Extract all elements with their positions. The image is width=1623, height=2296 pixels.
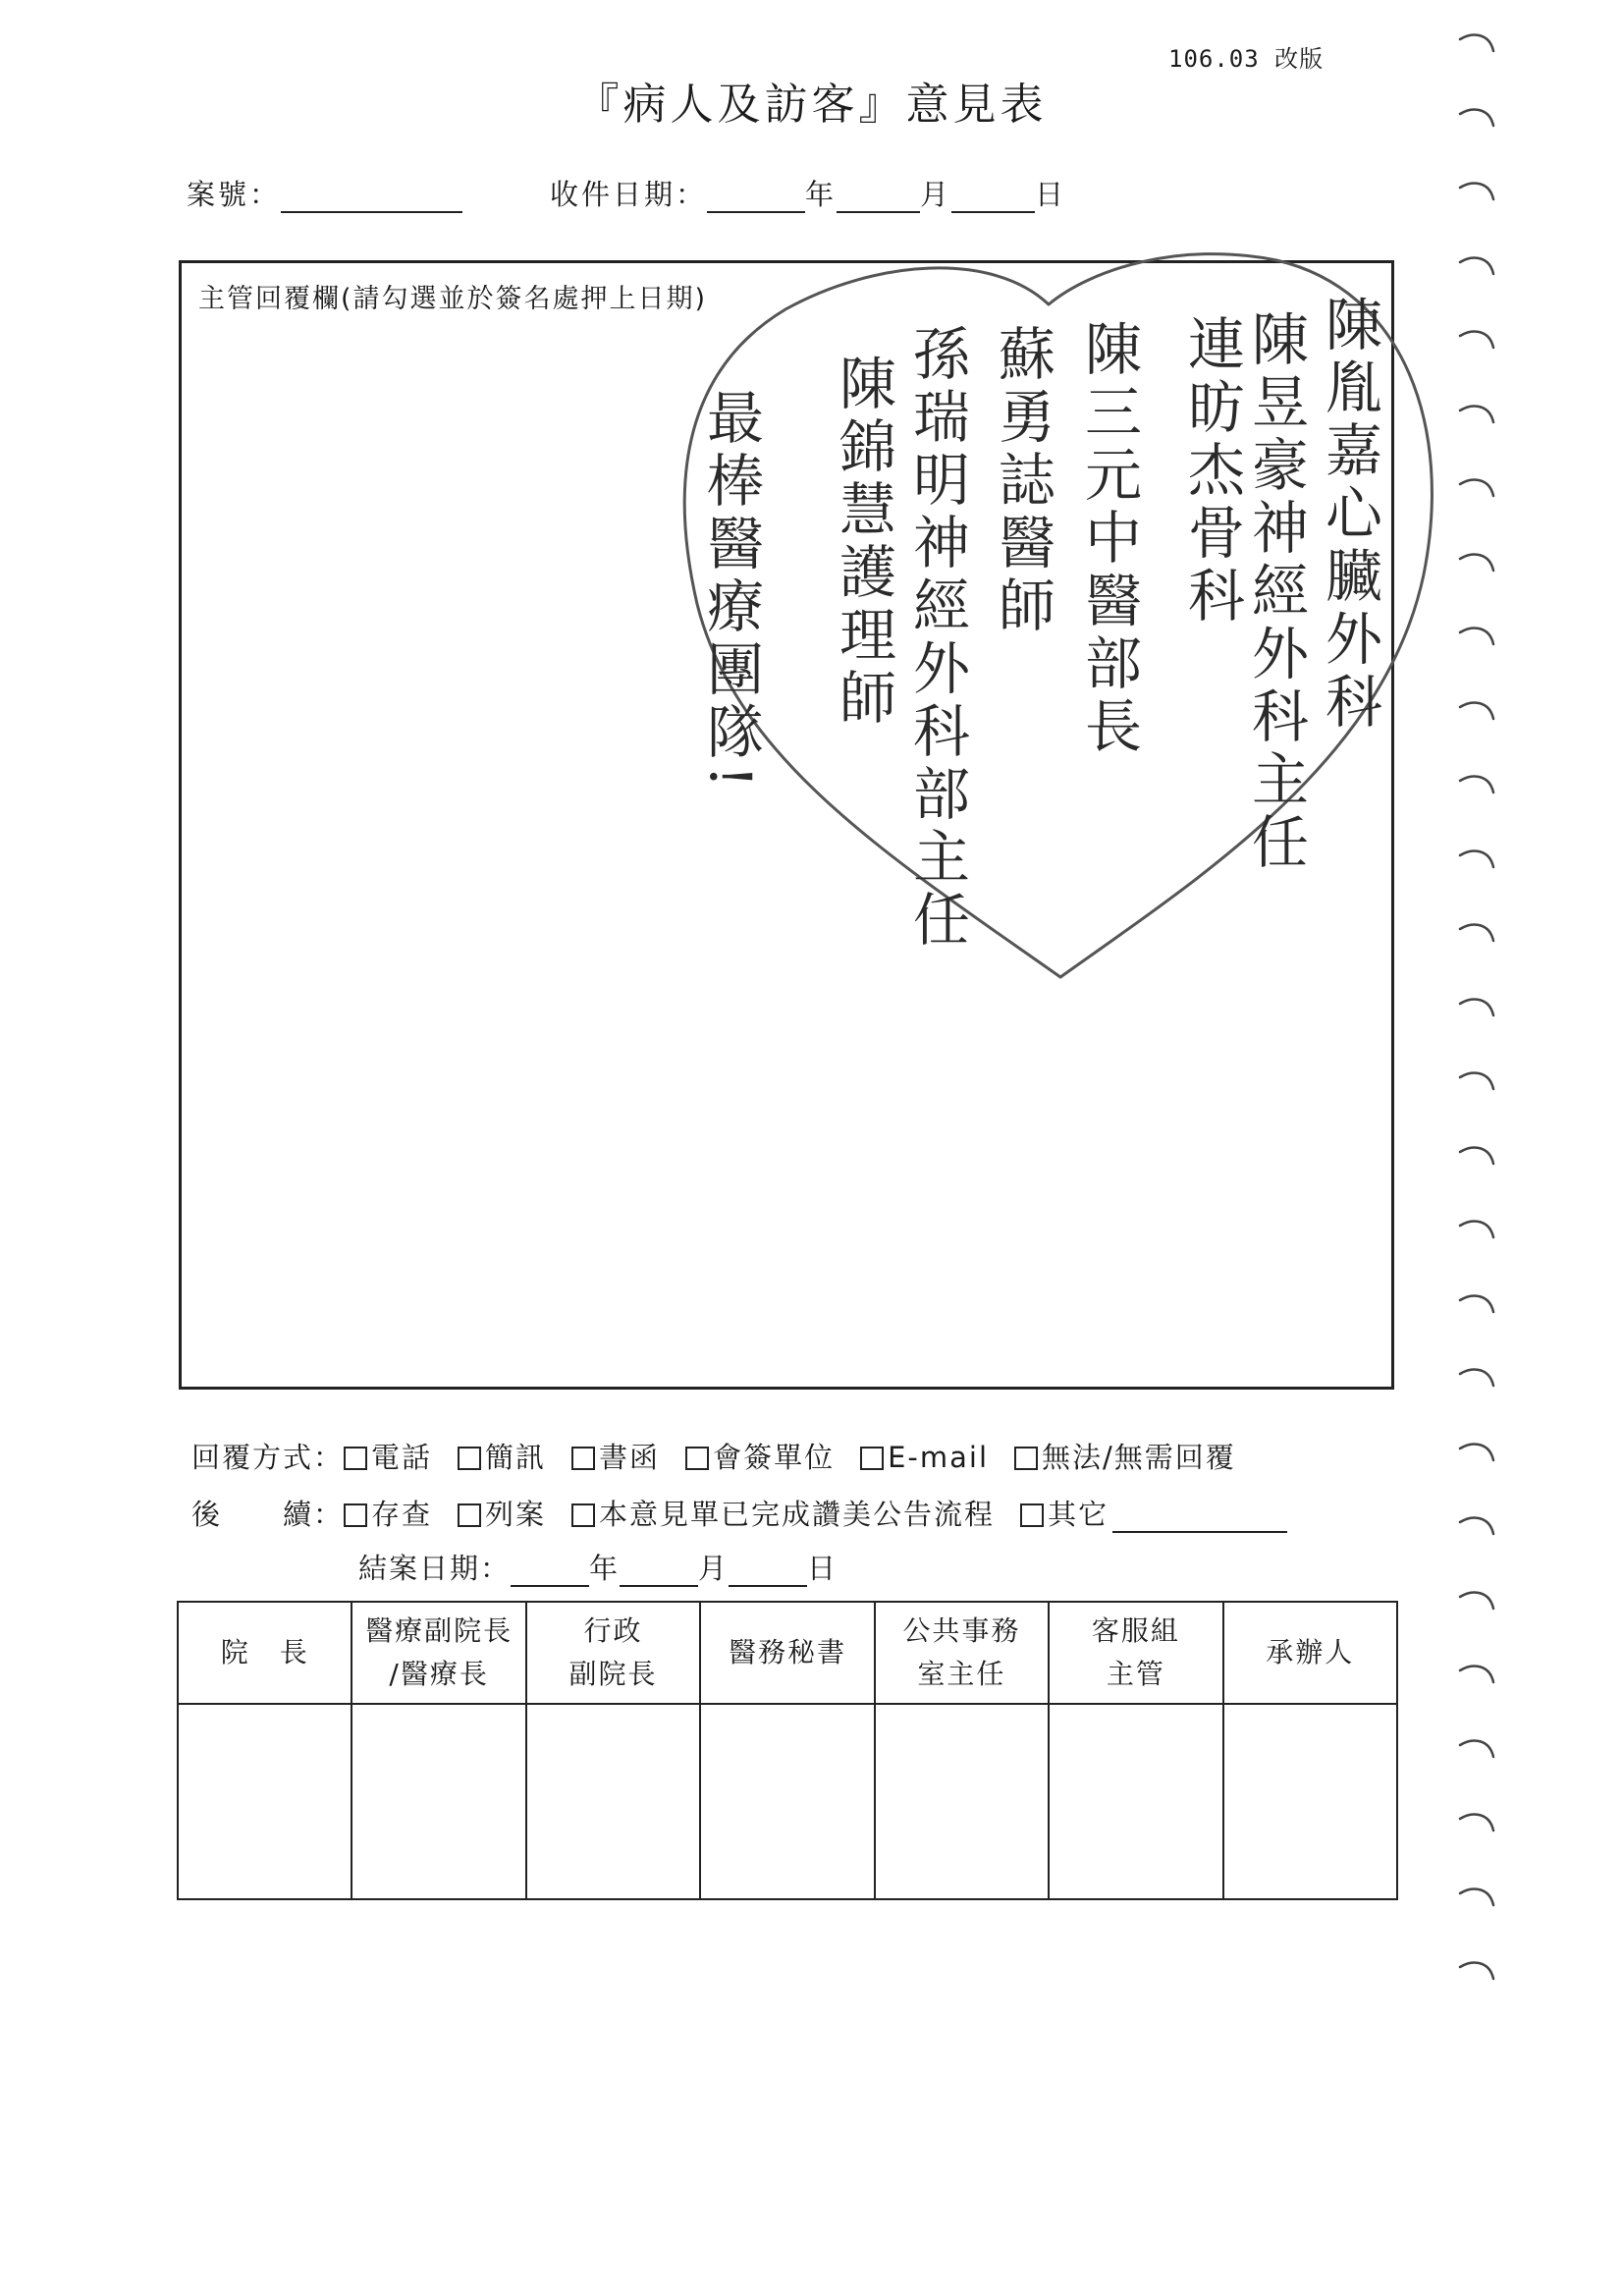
checkbox[interactable] <box>1014 1447 1038 1470</box>
closed-year-unit: 年 <box>589 1552 621 1585</box>
handwritten-line: 孫瑞明神經外科部主任 <box>903 324 970 953</box>
binding-ring <box>1458 1216 1497 1245</box>
closed-date-label: 結案日期： <box>358 1552 512 1585</box>
checkbox-label: 電話 <box>371 1441 433 1474</box>
handwritten-line: 陳錦慧護理師 <box>830 354 896 731</box>
binding-ring <box>1458 1067 1497 1097</box>
binding-ring <box>1458 1957 1497 1987</box>
binding-ring <box>1458 1587 1497 1616</box>
binding-ring <box>1458 1142 1497 1172</box>
followup-options-option[interactable] <box>458 1493 546 1533</box>
case-number-blank[interactable] <box>281 182 462 213</box>
reply-method-label: 回覆方式： <box>191 1441 345 1474</box>
checkbox[interactable] <box>860 1447 884 1470</box>
received-year-unit: 年 <box>805 178 838 211</box>
binding-ring <box>1458 29 1497 59</box>
reply_method-options-option[interactable] <box>685 1436 835 1476</box>
case-number-field <box>187 173 462 213</box>
reply-method-row <box>191 1436 1262 1476</box>
followup-row <box>191 1493 1287 1533</box>
checkbox-label: 無法/無需回覆 <box>1042 1441 1236 1474</box>
signature-header: 院 長 <box>178 1602 352 1704</box>
handwritten-line: 蘇勇誌醫師 <box>989 324 1055 638</box>
checkbox-label: 其它 <box>1048 1498 1109 1531</box>
reply-box-label: 主管回覆欄(請勾選並於簽名處押上日期) <box>198 284 708 314</box>
form-version: 106.03 改版 <box>1168 45 1325 73</box>
signature-header: 客服組 主管 <box>1049 1602 1222 1704</box>
handwritten-line: 最棒醫療團隊! <box>697 388 764 794</box>
handwritten-line: 陳三元中醫部長 <box>1075 319 1142 759</box>
followup-other-blank[interactable] <box>1112 1502 1287 1533</box>
checkbox[interactable] <box>344 1447 367 1470</box>
signature-table <box>177 1601 1398 1900</box>
followup-label: 後 續： <box>191 1498 345 1531</box>
received-month-unit: 月 <box>920 178 952 211</box>
reply_method-options-option[interactable] <box>458 1436 546 1476</box>
checkbox-label: 書函 <box>599 1441 661 1474</box>
checkbox[interactable] <box>685 1447 709 1470</box>
signature-cell[interactable] <box>1223 1704 1397 1899</box>
binding-ring <box>1458 1512 1497 1542</box>
received-month-blank[interactable] <box>837 182 920 213</box>
received-date-label: 收件日期： <box>550 178 708 211</box>
signature-header: 行政 副院長 <box>526 1602 700 1704</box>
signature-header: 公共事務 室主任 <box>875 1602 1049 1704</box>
received-day-unit: 日 <box>1035 178 1067 211</box>
closed-month-unit: 月 <box>698 1552 730 1585</box>
signature-header: 醫療副院長 /醫療長 <box>352 1602 525 1704</box>
signature-cell[interactable] <box>526 1704 700 1899</box>
followup-options-option[interactable] <box>344 1493 432 1533</box>
binding-ring <box>1458 1364 1497 1394</box>
binding-ring <box>1458 1661 1497 1690</box>
binding-ring <box>1458 1735 1497 1765</box>
closed-date-field <box>358 1547 838 1587</box>
checkbox[interactable] <box>571 1447 595 1470</box>
closed-year-blank[interactable] <box>511 1556 589 1587</box>
signature-cell[interactable] <box>875 1704 1049 1899</box>
reply_method-options-option[interactable] <box>1014 1436 1236 1476</box>
received-date-field <box>550 173 1066 213</box>
checkbox-label: 存查 <box>371 1498 433 1531</box>
signature-header: 承辦人 <box>1223 1602 1397 1704</box>
signature-cell[interactable] <box>700 1704 874 1899</box>
binding-ring <box>1458 1290 1497 1320</box>
checkbox[interactable] <box>458 1503 481 1527</box>
binding-ring <box>1458 178 1497 207</box>
followup-options-option[interactable] <box>1020 1493 1109 1533</box>
reply_method-options-option[interactable] <box>860 1441 989 1474</box>
signature-header: 醫務秘書 <box>700 1602 874 1704</box>
form-title: 『病人及訪客』意見表 <box>575 80 1048 130</box>
handwritten-line: 連昉杰骨科 <box>1178 314 1245 629</box>
received-day-blank[interactable] <box>951 182 1035 213</box>
checkbox[interactable] <box>344 1503 367 1527</box>
reply_method-options-option[interactable] <box>571 1436 660 1476</box>
checkbox-label: 本意見單已完成讚美公告流程 <box>599 1498 996 1531</box>
checkbox-label: 簡訊 <box>485 1441 547 1474</box>
binding-ring <box>1458 1884 1497 1913</box>
binding-ring <box>1458 1439 1497 1468</box>
handwritten-line: 陳胤嘉心臟外科 <box>1316 295 1382 735</box>
closed-month-blank[interactable] <box>620 1556 698 1587</box>
closed-day-unit: 日 <box>807 1552 839 1585</box>
followup-options-option[interactable] <box>571 1493 995 1533</box>
checkbox-label: 會簽單位 <box>713 1441 836 1474</box>
received-year-blank[interactable] <box>707 182 805 213</box>
signature-cell[interactable] <box>352 1704 525 1899</box>
checkbox-label: 列案 <box>485 1498 547 1531</box>
case-number-label: 案號： <box>187 178 282 211</box>
closed-day-blank[interactable] <box>729 1556 807 1587</box>
binding-ring <box>1458 1809 1497 1838</box>
checkbox-label: E-mail <box>888 1441 990 1474</box>
handwritten-line: 陳昱豪神經外科主任 <box>1242 309 1309 875</box>
checkbox[interactable] <box>1020 1503 1044 1527</box>
checkbox[interactable] <box>458 1447 481 1470</box>
signature-cell[interactable] <box>1049 1704 1222 1899</box>
signature-cell[interactable] <box>178 1704 352 1899</box>
reply_method-options-option[interactable] <box>344 1436 432 1476</box>
checkbox[interactable] <box>571 1503 595 1527</box>
